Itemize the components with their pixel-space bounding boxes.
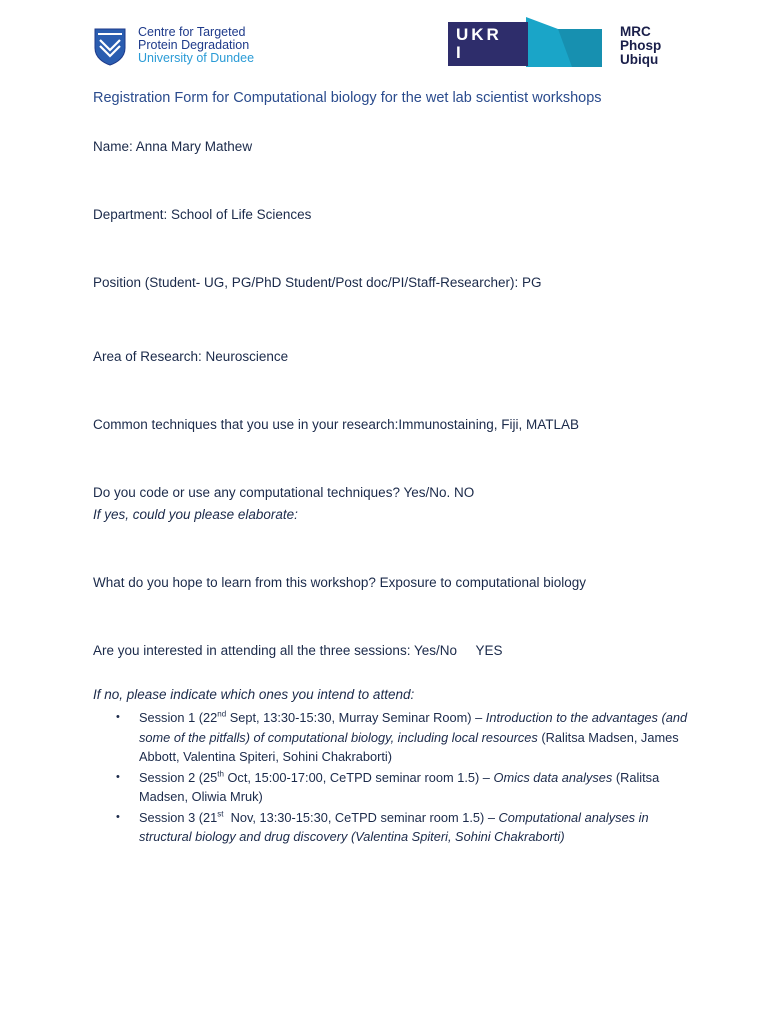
mrc-logo-text: [620, 25, 674, 69]
department-field: Department: School of Life Sciences: [93, 207, 312, 222]
session-speakers: (Ralitsa Madsen, James Abbott, Valentina Spiteri, Sohini Chakraborti): [139, 729, 679, 764]
research-area-field: Area of Research: Neuroscience: [93, 349, 289, 364]
session-item: [110, 808, 690, 847]
ukri-text-bottom: I: [456, 43, 464, 62]
logo-line-1: Centre for Targeted: [138, 25, 246, 39]
session-topic: Omics data analyses: [493, 769, 613, 785]
logo-line-3: University of Dundee: [138, 51, 255, 65]
mrc-line-2: Phosp: [620, 38, 662, 53]
bullet-icon: •: [116, 810, 120, 823]
position-field: Position (Student- UG, PG/PhD Student/Post doc/PI/Staff-Researcher): PG: [93, 275, 542, 290]
session-item: [110, 708, 690, 767]
session-date-suffix: nd: [217, 709, 227, 719]
form-title: Registration Form for Computational biology for the wet lab scientist workshops: [93, 90, 602, 106]
session-topic: Computational analyses in structural biology and drug discovery (Valentina Spiteri, Sohini Chakraborti): [139, 809, 649, 844]
session-prefix: Session 3 (21: [139, 809, 218, 825]
centre-logo-text: [138, 26, 254, 65]
sessions-list: [110, 708, 690, 848]
coding-question: Do you code or use any computational techniques? Yes/No. NO: [93, 485, 475, 500]
name-field: Name: Anna Mary Mathew: [93, 139, 253, 154]
ukri-text-top: UKR: [456, 25, 502, 44]
learning-goal-field: What do you hope to learn from this workshop? Exposure to computational biology: [93, 575, 587, 590]
session-details: Nov, 13:30-15:30, CeTPD seminar room 1.5) –: [223, 809, 499, 825]
logo-line-2: Protein Degradation: [138, 38, 250, 52]
mrc-line-1: MRC: [620, 25, 651, 39]
session-topic: Introduction to the advantages (and some of the pitfalls) of computational biology, including local resources: [139, 710, 688, 745]
session-details: Oct, 15:00-17:00, CeTPD seminar room 1.5) –: [223, 769, 494, 785]
session-details: Sept, 13:30-15:30, Murray Seminar Room) –: [226, 710, 486, 725]
attend-all-question: Are you interested in attending all the three sessions: Yes/No YES: [93, 643, 503, 658]
session-item: [110, 768, 690, 807]
techniques-field: Common techniques that you use in your research:Immunostaining, Fiji, MATLAB: [93, 417, 579, 432]
university-crest-logo: [94, 28, 126, 66]
bullet-icon: •: [116, 770, 120, 783]
session-speakers: (Ralitsa Madsen, Oliwia Mruk): [139, 769, 660, 804]
mrc-line-3: Ubiqu: [620, 52, 659, 67]
bullet-icon: •: [116, 711, 120, 723]
session-prefix: Session 1 (22: [139, 710, 218, 725]
coding-elaborate-prompt: If yes, could you please elaborate:: [93, 507, 298, 522]
session-date-suffix: st: [217, 809, 224, 819]
attend-which-prompt: If no, please indicate which ones you intend to attend:: [93, 687, 415, 702]
session-date-suffix: th: [217, 769, 224, 779]
ukri-logo: [448, 22, 528, 66]
session-prefix: Session 2 (25: [139, 769, 218, 785]
